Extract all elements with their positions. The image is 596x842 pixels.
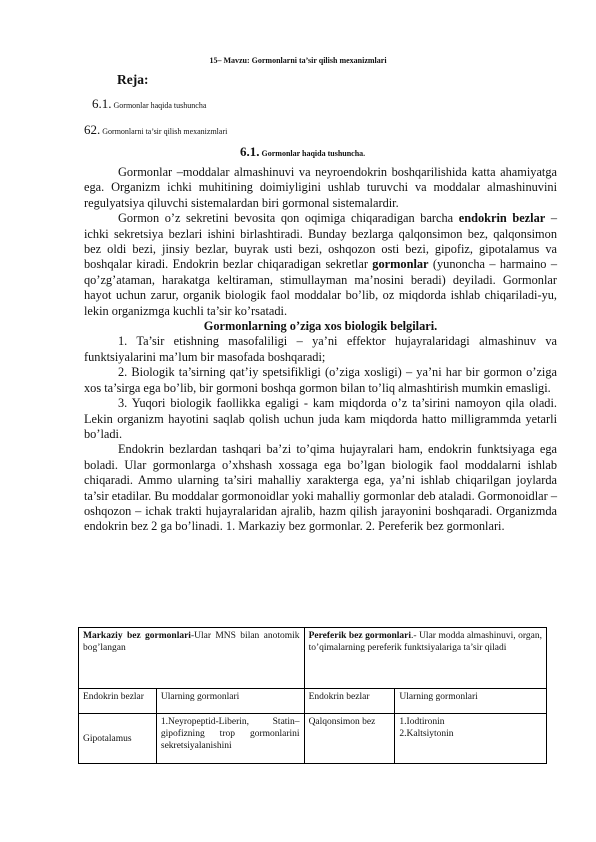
paragraph-1: Gormonlar –moddalar almashinuvi va neyroendokrin boshqarilishida katta ahamiyatga ega. Organizm ichki muhitining doimiyligini ushlab turuvchi va moddalar almashinuvini regulyatsiya qiluvchi sistemalardan biri gormonal sistemalardir. (84, 165, 557, 210)
hormone-table (78, 627, 547, 764)
table-row (79, 689, 547, 714)
paragraph-6: Endokrin bezlardan tashqari ba’zi to’qima hujayralari ham, endokrin funktsiyaga ega boladi. Ular gormonlarga o’xhshash xossaga ega bo’lgan biologik faol moddalarni ishlab chiqaradi. Ammo ularning ta’siri mahalliy xarakterga ega, ya’ni ishlab chiqarilgan joylarda ta’sir etadilar. Bu moddalar gormonoidlar yoki mahalliy gormonlar deb ataladi. Gormonoidlar – oshqozon – ichak trakti hujayralaridan ajralib, hazm qilish jarayonini boshqaradi. Organizmda endokrin bez 2 ga bo’linadi. 1. Markaziy bez gormonlar. 2. Pereferik bez gormonlari. (84, 442, 557, 534)
outline-item-text: Gormonlar haqida tushuncha (111, 101, 207, 110)
peripheral-glands-header (304, 628, 546, 689)
list-item: 1.Iodtironin (399, 717, 445, 727)
table-header-row (79, 628, 547, 689)
peripheral-glands-desc: .- Ular modda almashinuvi, organ, to’qimalarning pereferik funktsiyalariga ta’sir qiladi (308, 631, 542, 653)
term-gormonlar: gormonlar (372, 257, 429, 272)
table-cell: Qalqonsimon bez (304, 714, 395, 764)
plan-heading: Reja: (117, 72, 149, 87)
section-number: 6.1. (240, 144, 260, 159)
body-text (84, 165, 557, 535)
table-cell: Ularning gormonlari (395, 689, 547, 714)
paragraph-3: 1. Ta’sir etishning masofaliligi – ya’ni effektor hujayralaridagi almashinuv va funktsiyalarini ma’lum bir masofada boshqaradi; (84, 334, 557, 364)
page-title: 15– Mavzu: Gormonlarni ta’sir qilish mexanizmlari (209, 56, 387, 65)
paragraph-2 (84, 211, 557, 319)
paragraph-5: 3. Yuqori biologik faollikka egaligi - kam miqdorda o’z ta’sirini namoyon qila oladi. Lekin organizm hayotini saqlab qolish uchun juda kam miqdorda hatto milligrammda yetarli bo’ladi. (84, 396, 557, 441)
paragraph-4: 2. Biologik ta’sirning qat’iy spetsifikligi (o’ziga xosligi) – ya’ni har bir gormon o’ziga xos ta’sirga ega bo’lib, bir gormoni boshqa gormon bilan to’liq almashtirish mumkin emasligi. (84, 365, 557, 395)
central-glands-desc: -Ular MNS bilan anotomik bog’langan (83, 631, 300, 653)
table-cell: Endokrin bezlar (304, 689, 395, 714)
outline-item-number: 62. (84, 122, 101, 137)
table-cell: Ularning gormonlari (156, 689, 304, 714)
paragraph-2-text-c: – ichki sekretsiya bezlari ishini birlashtiradi. Bunday bezlarga qalqonsimon bez, qalqonsimon bez oldi bezi, jinsiy bezlar, buyrak usti bezi, oshqozon osti bezi, gipofiz, gipotalamus va boshqalar kiradi. Endokrin bezlar chiqaradigan sekretlar (84, 211, 557, 272)
section-heading (240, 144, 365, 160)
section-title: Gormonlar haqida tushuncha. (259, 149, 366, 158)
table-row (79, 714, 547, 764)
term-endokrin-bezlar: endokrin bezlar (458, 211, 546, 226)
list-item: 2.Kaltsiytonin (399, 729, 454, 739)
table-cell: Gipotalamus (79, 714, 157, 764)
table-cell: 1.Neyropeptid-Liberin, Statin–gipofizning trop gormonlarini sekretsiyalanishini (156, 714, 304, 764)
central-glands-title: Markaziy bez gormonlari (83, 631, 191, 641)
subheading: Gormonlarning o’ziga xos biologik belgilari. (203, 319, 438, 334)
peripheral-glands-title: Pereferik bez gormonlari (308, 631, 412, 641)
outline-item-text: Gormonlarni ta’sir qilish mexanizmlari (100, 127, 228, 136)
outline-item-1 (92, 96, 206, 112)
table-cell: Endokrin bezlar (79, 689, 157, 714)
central-glands-header (79, 628, 305, 689)
paragraph-2-text-a: Gormon o’z sekretini bevosita qon oqimiga chiqaradigan barcha (118, 211, 459, 226)
outline-item-number: 6.1. (92, 96, 112, 111)
table-cell (395, 714, 547, 764)
paragraph-2-text-e: (yunoncha – harmaino – qo’zg’ataman, harakatga keltiraman, stimullayman ma’nosini beradi) deyiladi. Gormonlar hayot uchun zarur, organik biologik faol moddalar bo’lib, oz miqdorda ishlab chiqariladi-yu, lekin organizmga kuchli ta’sir ko’rsatadi. (84, 257, 557, 318)
outline-item-2 (84, 122, 227, 138)
